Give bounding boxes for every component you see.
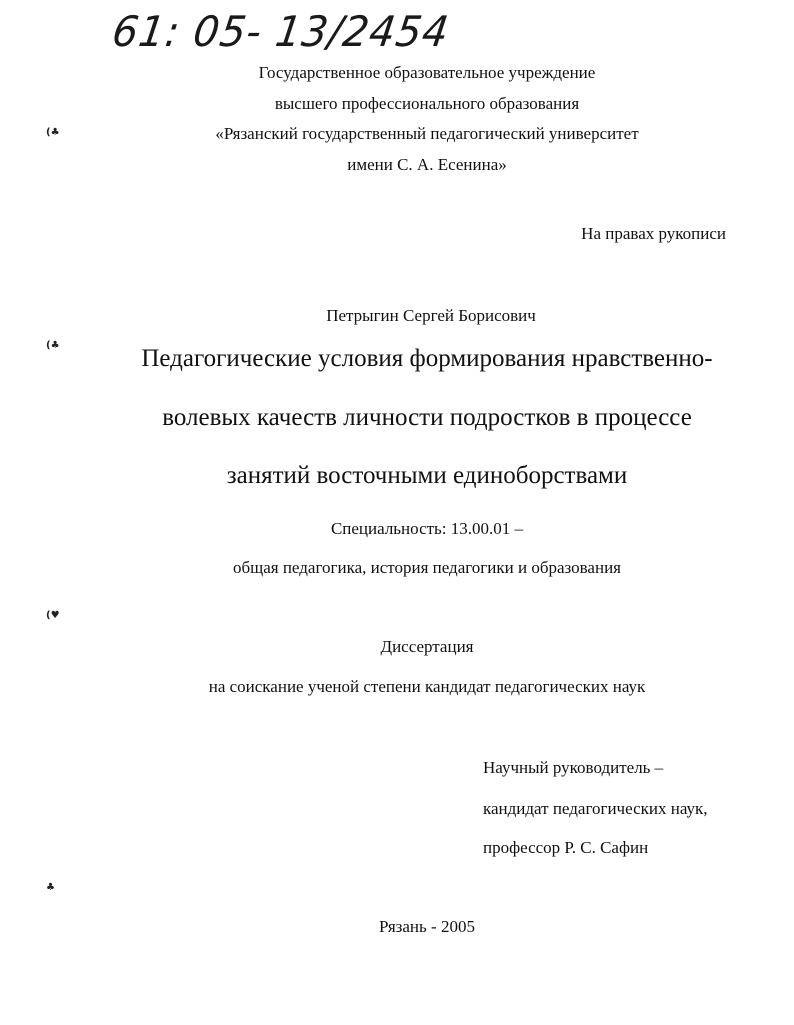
dissertation-title-line-3: занятий восточными единоборствами [226,462,628,489]
binding-hole-mark-icon: (♣ [46,340,60,351]
dissertation-type: Диссертация [380,637,474,656]
binding-hole-mark-icon: (♥ [46,610,60,621]
supervisor-line-3: профессор Р. С. Сафин [483,838,649,857]
institution-line-3: «Рязанский государственный педагогический университет [215,124,639,143]
institution-line-4: имени С. А. Есенина» [347,155,507,174]
specialty-name: общая педагогика, история педагогики и образования [232,558,621,577]
dissertation-title-line-2: волевых качеств личности подростков в процессе [162,404,692,431]
handwritten-archive-code: 61: 05- 13/2454 [109,8,453,57]
institution-line-2: высшего профессионального образования [274,94,580,113]
dissertation-title-line-1: Педагогические условия формирования нравственно- [141,345,713,372]
supervisor-line-1: Научный руководитель – [483,758,664,777]
supervisor-line-2: кандидат педагогических наук, [483,799,708,818]
specialty-code: Специальность: 13.00.01 – [330,519,524,538]
city-year: Рязань - 2005 [379,917,475,936]
dissertation-degree: на соискание ученой степени кандидат педагогических наук [208,677,646,696]
rights-note: На правах рукописи [581,224,726,243]
institution-line-1: Государственное образовательное учреждение [258,63,596,82]
binding-hole-mark-icon: ♣ [46,882,55,893]
author-name: Петрыгин Сергей Борисович [326,306,536,325]
binding-hole-mark-icon: (♣ [46,127,60,138]
